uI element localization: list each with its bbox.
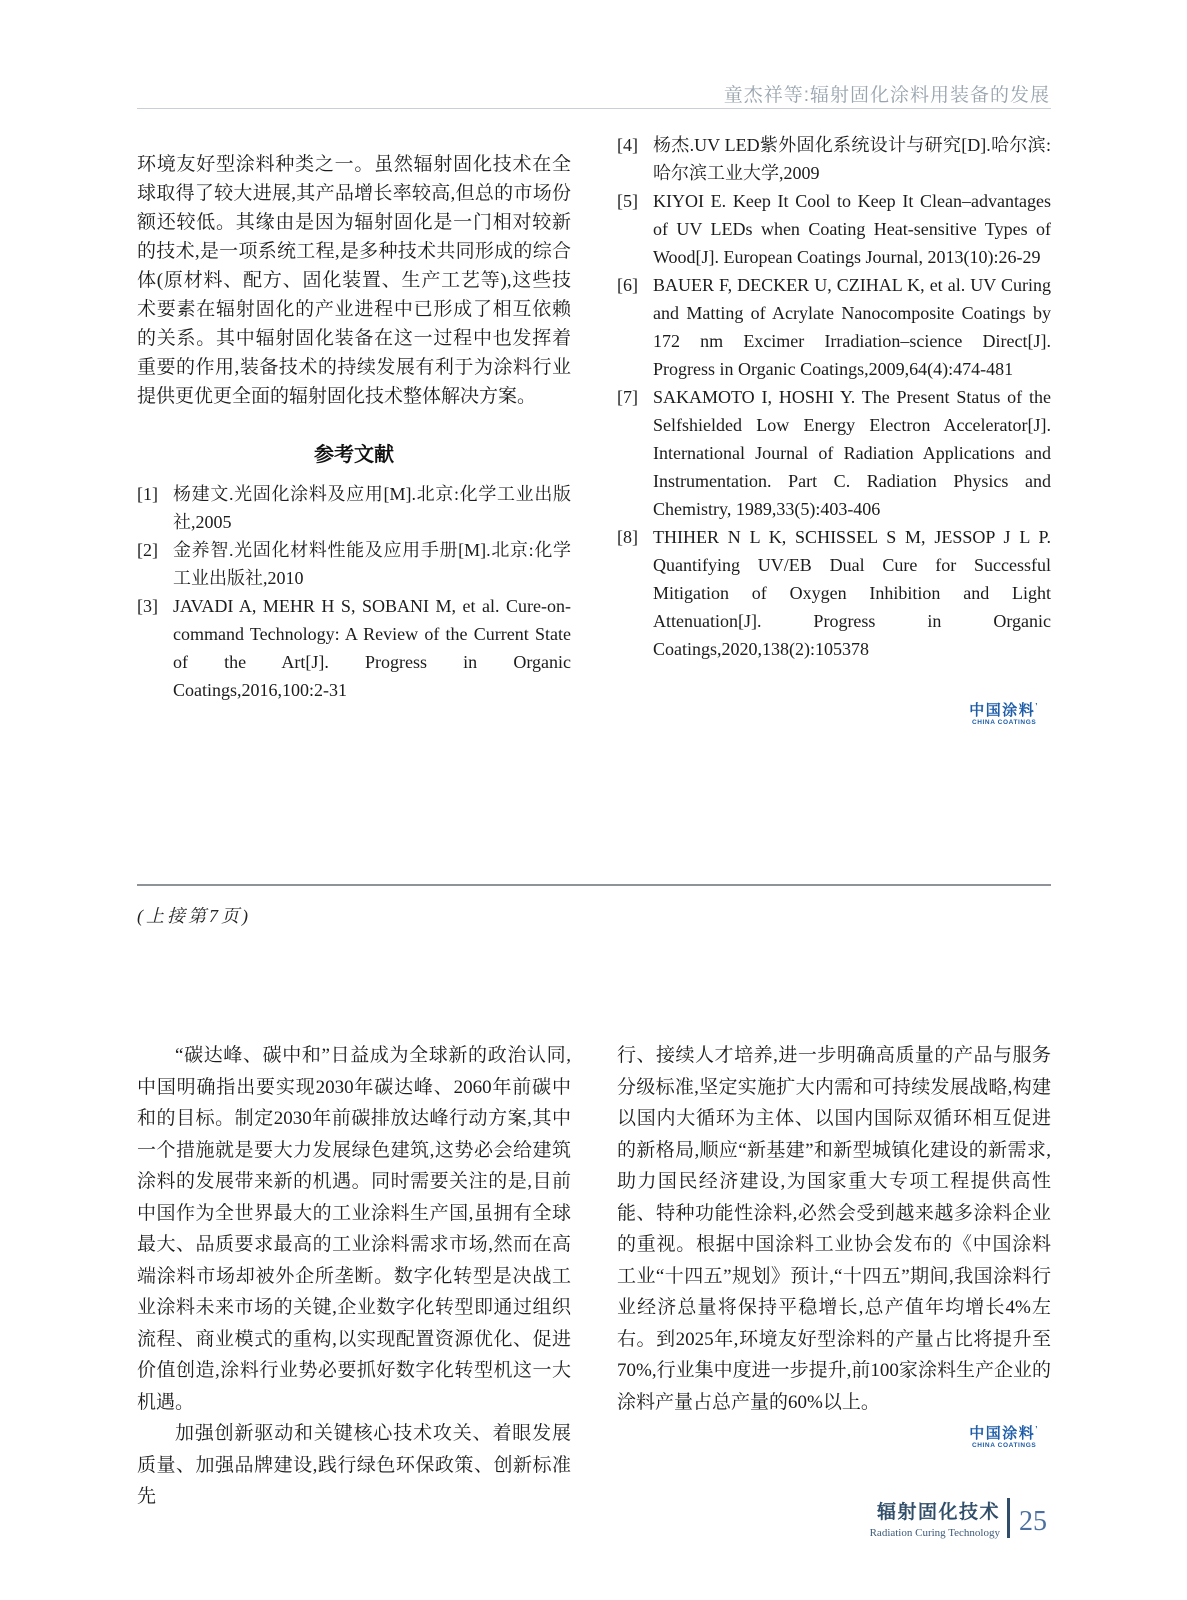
right-column-continued	[617, 1040, 1051, 1513]
body-paragraph: 行、接续人才培养,进一步明确高质量的产品与服务分级标准,坚定实施扩大内需和可持续发展战略,构建以国内大循环为主体、以国内国际双循环相互促进的新格局,顺应“新基建”和新型城镇化建设的新需求,助力国民经济建设,为国家重大专项工程提供高性能、特种功能性涂料,必然会受到越来越多涂料企业的重视。根据中国涂料工业协会发布的《中国涂料工业“十四五”规划》预计,“十四五”期间,我国涂料行业经济总量将保持平稳增长,总产值年均增长4%左右。到2025年,环境友好型涂料的产量占比将提升至70%,行业集中度进一步提升,前100家涂料生产企业的涂料产量占总产量的60%以上。	[617, 1045, 1051, 1413]
body-paragraph: “碳达峰、碳中和”日益成为全球新的政治认同,中国明确指出要实现2030年碳达峰、2060年前碳中和的目标。制定2030年前碳排放达峰行动方案,其中一个措施就是要大力发展绿色建筑,这势必会给建筑涂料的发展带来新的机遇。同时需要关注的是,目前中国作为全世界最大的工业涂料生产国,虽拥有全球最大、品质要求最高的工业涂料需求市场,然而在高端涂料市场却被外企所垄断。数字化转型是决战工业涂料未来市场的关键,企业数字化转型即通过组织流程、商业模式的重构,以实现配置资源优化、促进价值创造,涂料行业势必要抓好数字化转型机这一大机遇。	[137, 1045, 571, 1413]
right-column	[617, 131, 1051, 726]
reference-text: BAUER F, DECKER U, CZIHAL K, et al. UV Curing and Matting of Acrylate Nanocomposite Coatings by 172 nm Excimer Irradiation–science Direct[J]. Progress in Organic Coatings,2009,64(4):474-481	[653, 275, 1051, 379]
reference-text: SAKAMOTO I, HOSHI Y. The Present Status of the Selfshielded Low Energy Electron Accelerator[J]. International Journal of Radiation Applications and Instrumentation. Part C. Radiation Physics and Chemistry, 1989,33(5):403-406	[653, 387, 1051, 519]
reference-item	[137, 592, 571, 704]
reference-list-right	[617, 131, 1051, 663]
china-coatings-logo-en: CHINA COATINGS	[971, 718, 1037, 726]
reference-item	[617, 271, 1051, 383]
reference-number: [6]	[617, 275, 638, 295]
footer-separator-bar	[1007, 1498, 1010, 1538]
china-coatings-logo-cn: 中国涂料’	[969, 1425, 1039, 1442]
reference-item	[617, 187, 1051, 271]
reference-text: 金养智.光固化材料性能及应用手册[M].北京:化学工业出版社,2010	[173, 540, 571, 588]
reference-item	[137, 480, 571, 536]
running-head: 童杰祥等:辐射固化涂料用装备的发展	[723, 85, 1050, 106]
reference-number: [3]	[137, 596, 158, 616]
reference-number: [8]	[617, 527, 638, 547]
references-title: 参考文献	[314, 444, 394, 466]
reference-item	[617, 383, 1051, 523]
reference-text: KIYOI E. Keep It Cool to Keep It Clean–advantages of UV LEDs when Coating Heat-sensitive Types of Wood[J]. European Coatings Journal, 2013(10):26-29	[653, 191, 1051, 267]
reference-number: [1]	[137, 484, 158, 504]
footer-journal-name-cn: 辐射固化技术	[876, 1502, 1000, 1523]
reference-text: 杨杰.UV LED紫外固化系统设计与研究[D].哈尔滨:哈尔滨工业大学,2009	[653, 135, 1051, 183]
china-coatings-logo	[969, 1426, 1039, 1450]
reference-item	[137, 536, 571, 592]
reference-number: [5]	[617, 191, 638, 211]
reference-list-left	[137, 480, 571, 704]
reference-text: 杨建文.光固化涂料及应用[M].北京:化学工业出版社,2005	[173, 484, 571, 532]
references-section	[137, 131, 1051, 726]
reference-number: [2]	[137, 540, 158, 560]
reference-item	[617, 131, 1051, 187]
china-coatings-logo-en: CHINA COATINGS	[971, 1442, 1037, 1449]
trademark-mark: ’	[1035, 701, 1039, 711]
reference-number: [4]	[617, 135, 638, 155]
china-coatings-logo	[969, 703, 1039, 727]
china-coatings-logo-cn: 中国涂料’	[969, 701, 1039, 719]
page-footer	[870, 1497, 1047, 1539]
footer-journal-titles	[870, 1497, 1000, 1539]
left-column-continued	[137, 1040, 571, 1513]
continued-section	[137, 1040, 1051, 1513]
body-paragraph: 加强创新驱动和关键核心技术攻关、着眼发展质量、加强品牌建设,践行绿色环保政策、创新标准先	[137, 1423, 571, 1507]
section-divider	[137, 884, 1051, 886]
header-rule	[137, 108, 1051, 109]
trademark-mark: ’	[1035, 1425, 1039, 1434]
footer-journal-name-en: Radiation Curing Technology	[869, 1527, 1000, 1539]
reference-text: THIHER N L K, SCHISSEL S M, JESSOP J L P. Quantifying UV/EB Dual Cure for Successful Mitigation of Oxygen Inhibition and Light Attenuation[J]. Progress in Organic Coatings,2020,138(2):105378	[653, 527, 1051, 659]
page-number: 25	[1019, 1506, 1047, 1537]
logo-row	[617, 1426, 1051, 1450]
left-column	[137, 131, 571, 704]
reference-text: JAVADI A, MEHR H S, SOBANI M, et al. Cure-on-command Technology: A Review of the Current State of the Art[J]. Progress in Organic Coatings,2016,100:2-31	[173, 596, 571, 700]
reference-item	[617, 523, 1051, 663]
closing-paragraph: 环境友好型涂料种类之一。虽然辐射固化技术在全球取得了较大进展,其产品增长率较高,但总的市场份额还较低。其缘由是因为辐射固化是一门相对较新的技术,是一项系统工程,是多种技术共同形成的综合体(原材料、配方、固化装置、生产工艺等),这些技术要素在辐射固化的产业进程中已形成了相互依赖的关系。其中辐射固化装备在这一过程中也发挥着重要的作用,装备技术的持续发展有利于为涂料行业提供更优更全面的辐射固化技术整体解决方案。	[137, 154, 571, 407]
reference-number: [7]	[617, 387, 638, 407]
continued-from-note: (上接第7页)	[137, 906, 251, 926]
